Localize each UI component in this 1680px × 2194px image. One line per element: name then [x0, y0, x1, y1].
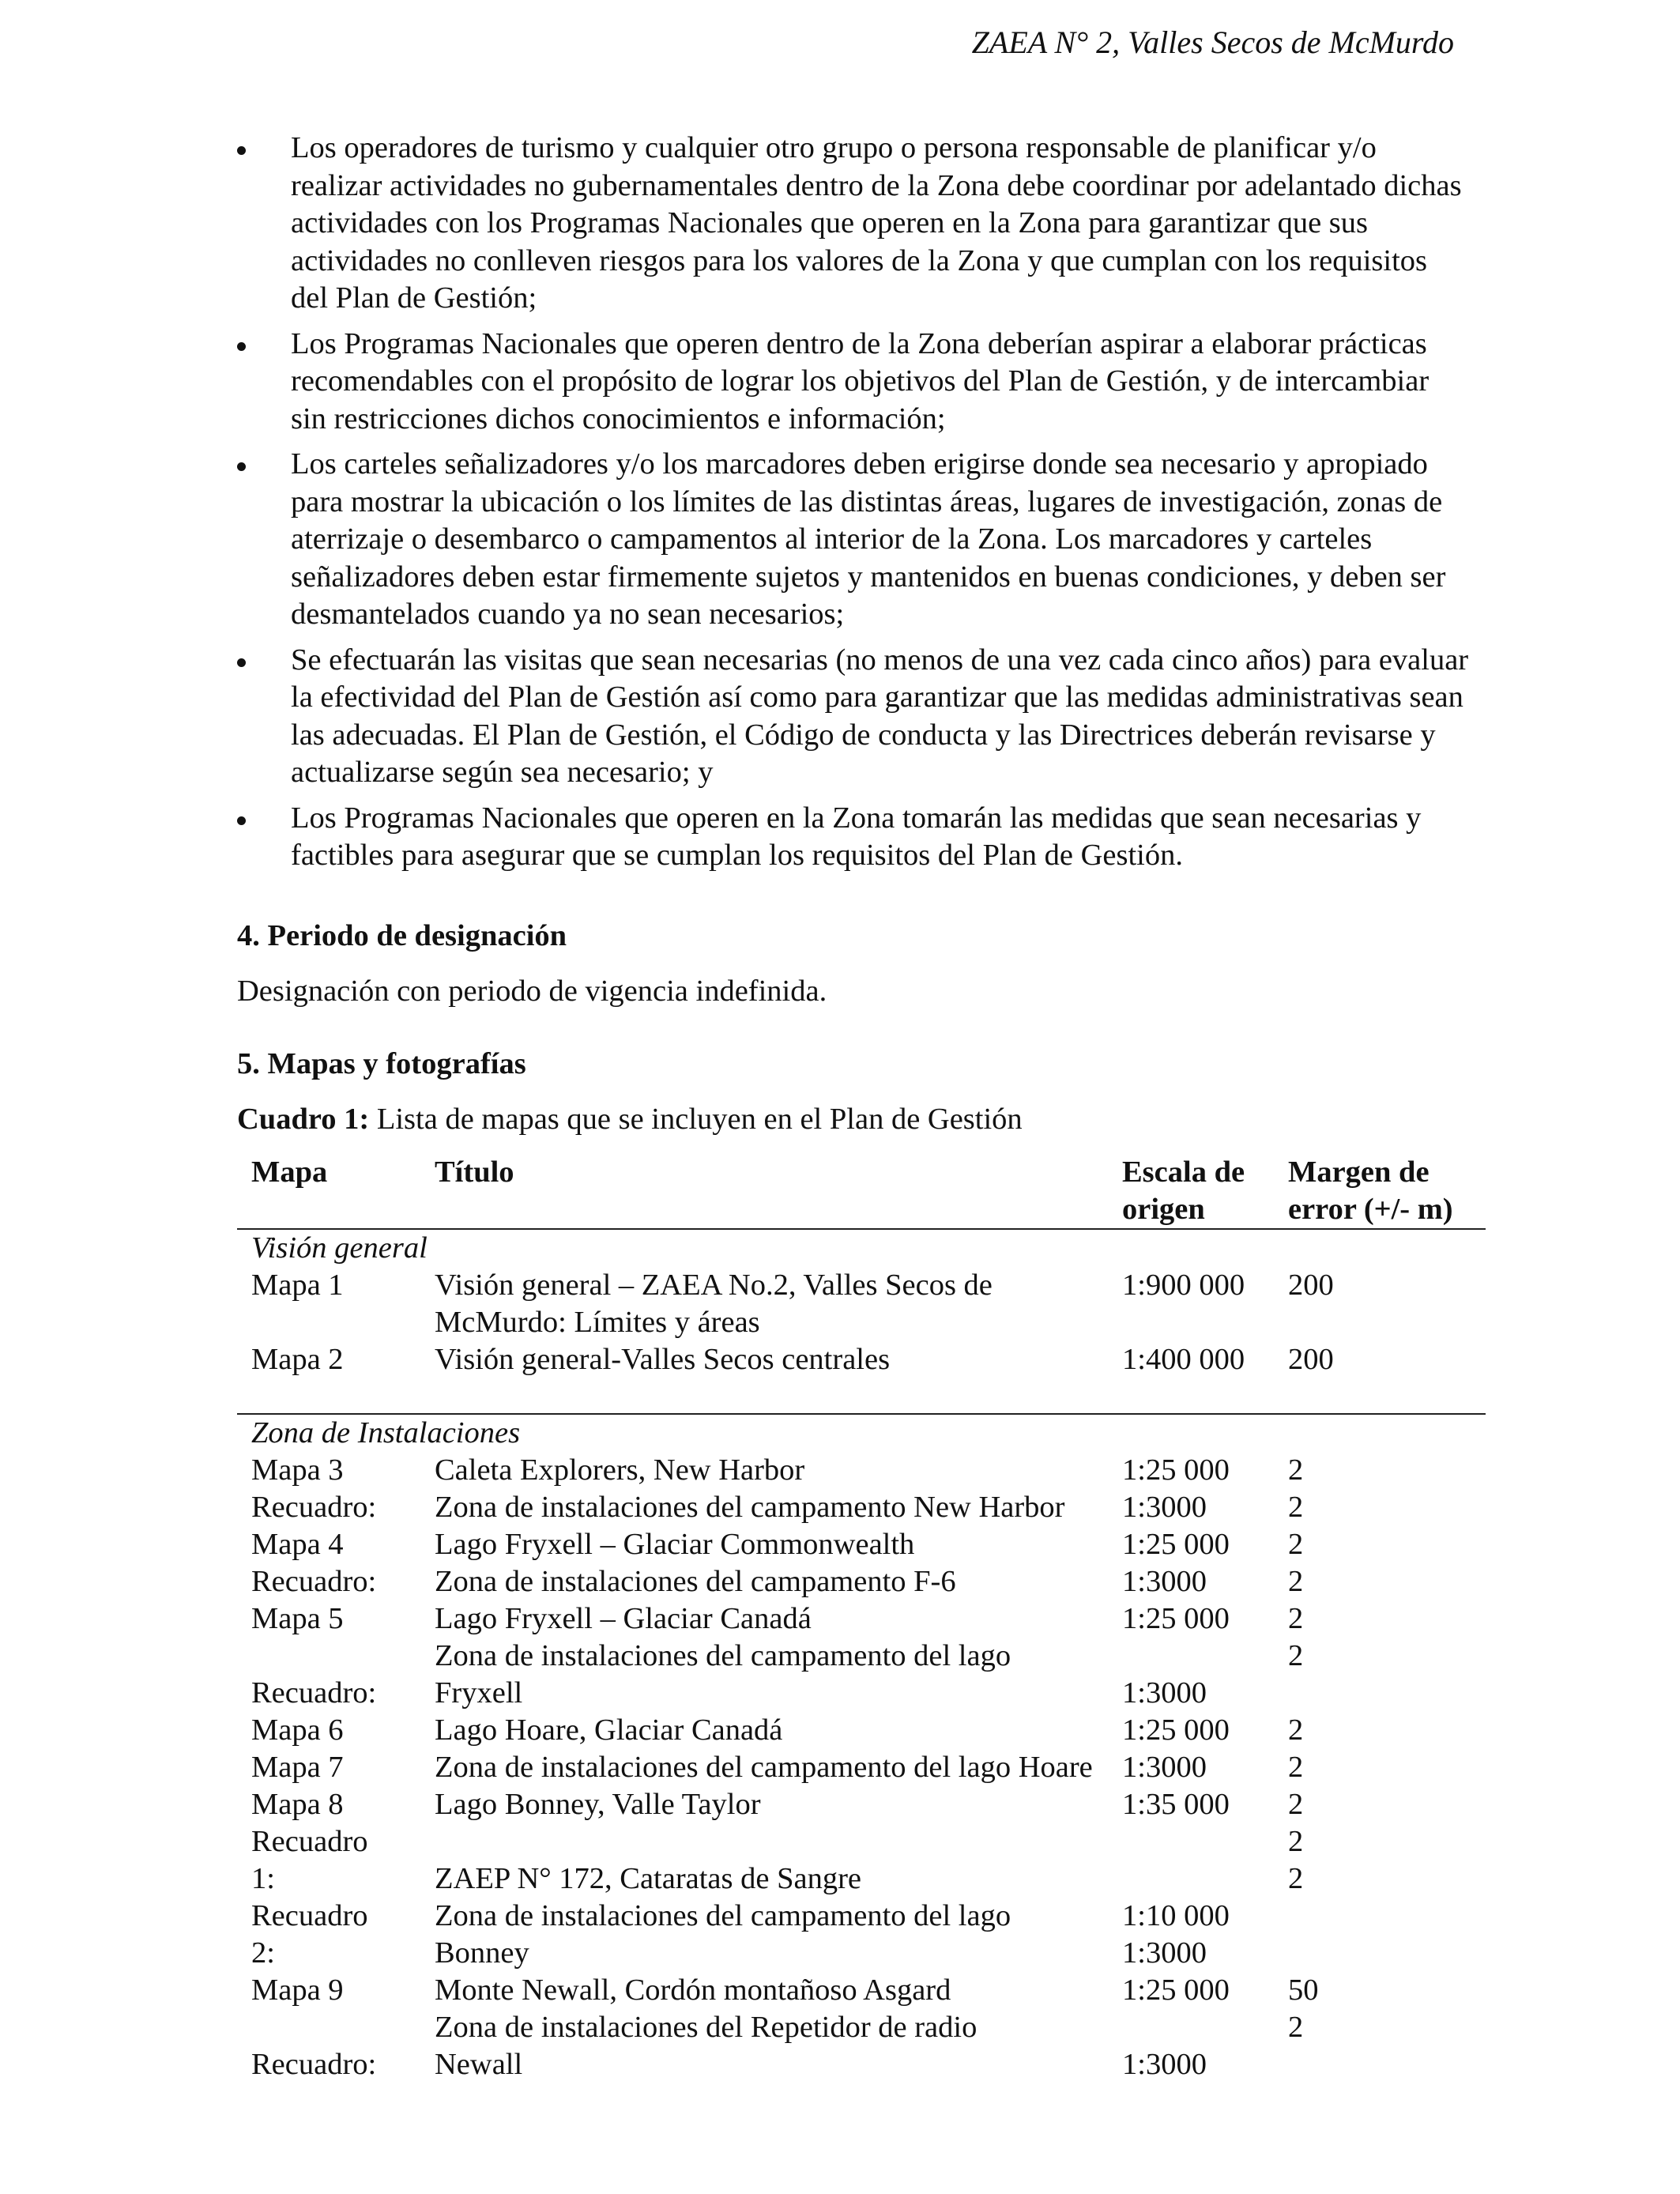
- bullet-text: Se efectuarán las visitas que sean necesarias (no menos de una vez cada cinco años) para evaluar la efectividad del Plan de Gestión así como para garantizar que las medidas administrativas sean las adecuadas. El Plan de Gestión, el Código de conducta y las Directrices deberán revisarse y actualizarse según sea necesario; y: [291, 643, 1469, 789]
- table-row: [237, 1972, 1486, 2009]
- cell-escala: [1122, 2009, 1288, 2046]
- cell-mapa: Recuadro: [251, 1825, 368, 1858]
- cell-titulo: Zona de instalaciones del Repetidor de radio: [435, 2011, 977, 2044]
- cell-mapa: 2:: [251, 1936, 275, 1970]
- table-caption: [237, 1102, 1023, 1137]
- cell-titulo: Zona de instalaciones del campamento del lago Hoare: [435, 1751, 1093, 1784]
- cell-margen: 2: [1288, 2011, 1304, 2044]
- table-row: [237, 1600, 1486, 1638]
- table-row: [237, 1786, 1486, 1823]
- cell-titulo: Lago Fryxell – Glaciar Commonwealth: [435, 1528, 915, 1561]
- cell-mapa: Recuadro:: [251, 1491, 377, 1524]
- column-header-margen: Margen de error (+/- m): [1288, 1155, 1453, 1226]
- cell-escala: 1:900 000: [1122, 1269, 1245, 1302]
- list-item: [237, 642, 1470, 792]
- cell-escala: 1:400 000: [1122, 1343, 1245, 1376]
- cell-mapa: Mapa 3: [251, 1453, 344, 1487]
- table-row: [237, 1860, 1486, 1898]
- cell-escala: 1:25 000: [1122, 1602, 1230, 1635]
- cell-titulo: Fryxell: [435, 1676, 523, 1710]
- bullet-list: [237, 130, 1470, 883]
- column-header-mapa: Mapa: [251, 1155, 328, 1189]
- bullet-text: Los Programas Nacionales que operen en la Zona tomarán las medidas que sean necesarias y factibles para asegurar que se cumplan los requisitos del Plan de Gestión.: [291, 801, 1422, 872]
- cell-margen: 2: [1288, 1862, 1304, 1895]
- table-row: [237, 1898, 1486, 1935]
- cell-margen: 2: [1288, 1565, 1304, 1598]
- cell-mapa: Mapa 8: [251, 1788, 344, 1821]
- cell-margen: [1288, 2046, 1486, 2083]
- cell-escala: 1:25 000: [1122, 1713, 1230, 1747]
- cell-titulo: Visión general – ZAEA No.2, Valles Secos de McMurdo: Límites y áreas: [435, 1269, 993, 1339]
- group-label: Zona de Instalaciones: [251, 1416, 521, 1449]
- bullet-text: Los carteles señalizadores y/o los marcadores deben erigirse donde sea necesario y apropiado para mostrar la ubicación o los límites de las distintas áreas, lugares de investigación, zonas de aterrizaje o desembarco o campamentos al interior de la Zona. Los marcadores y carteles señalizadores deben estar firmemente sujetos y mantenidos en buenas condiciones, y deben ser desmantelados cuando ya no sean necesarios;: [291, 447, 1446, 631]
- bullet-text: Los Programas Nacionales que operen dentro de la Zona deberían aspirar a elaborar prácticas recomendables con el propósito de lograr los objetivos del Plan de Gestión, y de intercambiar sin restricciones dichos conocimientos e información;: [291, 326, 1430, 435]
- table-row: [237, 1712, 1486, 1749]
- cell-titulo: Lago Hoare, Glaciar Canadá: [435, 1713, 783, 1747]
- cell-mapa: Mapa 1: [251, 1269, 344, 1302]
- column-header-titulo: Título: [435, 1155, 514, 1189]
- bullet-icon: [237, 816, 246, 825]
- cell-escala: 1:3000: [1122, 1676, 1207, 1710]
- cell-margen: 2: [1288, 1491, 1304, 1524]
- caption-text: Lista de mapas que se incluyen en el Plan de Gestión: [369, 1103, 1023, 1136]
- table-header-row: [237, 1154, 1486, 1229]
- table-row: [237, 1489, 1486, 1526]
- cell-mapa: [251, 2009, 435, 2046]
- cell-mapa: Mapa 7: [251, 1751, 344, 1784]
- table-row: [237, 1638, 1486, 1675]
- cell-titulo: Zona de instalaciones del campamento del lago: [435, 1639, 1011, 1672]
- cell-escala: 1:3000: [1122, 1936, 1207, 1970]
- group-label: Visión general: [251, 1231, 428, 1265]
- cell-titulo: Bonney: [435, 1936, 529, 1970]
- cell-mapa: Mapa 5: [251, 1602, 344, 1635]
- bullet-icon: [237, 462, 246, 471]
- table-row: [237, 1749, 1486, 1786]
- table-divider: [237, 1378, 1486, 1414]
- cell-titulo: Lago Bonney, Valle Taylor: [435, 1788, 761, 1821]
- table-row: [237, 1675, 1486, 1712]
- column-header-escala: Escala de origen: [1122, 1155, 1245, 1226]
- cell-escala: 1:3000: [1122, 2048, 1207, 2081]
- cell-escala: 1:25 000: [1122, 1453, 1230, 1487]
- cell-margen: 2: [1288, 1528, 1304, 1561]
- cell-escala: 1:3000: [1122, 1751, 1207, 1784]
- bullet-icon: [237, 342, 246, 351]
- table-row: [237, 1823, 1486, 1860]
- section-4-heading: 4. Periodo de designación: [237, 919, 567, 952]
- cell-mapa: Recuadro: [251, 1899, 368, 1932]
- table-row: [237, 1935, 1486, 1972]
- group-row-vision-general: [237, 1229, 1486, 1267]
- bullet-text: Los operadores de turismo y cualquier otro grupo o persona responsable de planificar y/o realizar actividades no gubernamentales dentro de la Zona debe coordinar por adelantado dichas actividades con los Programas Nacionales que operen en la Zona para garantizar que sus actividades no conlleven riesgos para los valores de la Zona y que cumplan con los requisitos del Plan de Gestión;: [291, 131, 1462, 315]
- table-row: [237, 1526, 1486, 1563]
- cell-titulo: ZAEP N° 172, Cataratas de Sangre: [435, 1862, 861, 1895]
- cell-mapa: 1:: [251, 1862, 275, 1895]
- cell-margen: [1288, 1898, 1486, 1935]
- caption-label: Cuadro 1:: [237, 1103, 370, 1136]
- bullet-icon: [237, 658, 246, 667]
- cell-margen: 200: [1288, 1343, 1334, 1376]
- maps-table: [237, 1154, 1486, 2083]
- cell-titulo: Zona de instalaciones del campamento F-6: [435, 1565, 956, 1598]
- cell-escala: [1122, 1823, 1288, 1860]
- cell-margen: 2: [1288, 1751, 1304, 1784]
- cell-titulo: Zona de instalaciones del campamento New Harbor: [435, 1491, 1065, 1524]
- cell-margen: [1288, 1675, 1486, 1712]
- table-row: [237, 1267, 1486, 1341]
- cell-titulo: Newall: [435, 2048, 523, 2081]
- cell-escala: 1:25 000: [1122, 1973, 1230, 2007]
- table-row: [237, 1341, 1486, 1378]
- group-row-zona-instalaciones: [237, 1414, 1486, 1452]
- cell-titulo: Monte Newall, Cordón montañoso Asgard: [435, 1973, 951, 2007]
- cell-margen: 50: [1288, 1973, 1319, 2007]
- bullet-icon: [237, 146, 246, 155]
- cell-titulo: Zona de instalaciones del campamento del lago: [435, 1899, 1011, 1932]
- cell-escala: [1122, 1860, 1288, 1898]
- table-row: [237, 1452, 1486, 1489]
- cell-mapa: Mapa 6: [251, 1713, 344, 1747]
- cell-margen: [1288, 1935, 1486, 1972]
- list-item: [237, 446, 1470, 634]
- table-row: [237, 2046, 1486, 2083]
- section-4-text: Designación con periodo de vigencia indefinida.: [237, 974, 827, 1008]
- cell-margen: 2: [1288, 1602, 1304, 1635]
- cell-mapa: Recuadro:: [251, 1565, 377, 1598]
- cell-escala: 1:25 000: [1122, 1528, 1230, 1561]
- list-item: [237, 800, 1470, 875]
- cell-titulo: [435, 1823, 1122, 1860]
- cell-titulo: Caleta Explorers, New Harbor: [435, 1453, 805, 1487]
- table-row: [237, 1563, 1486, 1600]
- cell-mapa: Recuadro:: [251, 2048, 377, 2081]
- running-header: ZAEA N° 2, Valles Secos de McMurdo: [971, 25, 1454, 60]
- cell-mapa: Recuadro:: [251, 1676, 377, 1710]
- table-row: [237, 2009, 1486, 2046]
- cell-margen: 200: [1288, 1269, 1334, 1302]
- cell-titulo: Visión general-Valles Secos centrales: [435, 1343, 891, 1376]
- cell-margen: 2: [1288, 1639, 1304, 1672]
- list-item: [237, 130, 1470, 318]
- cell-mapa: [251, 1638, 435, 1675]
- cell-titulo: Lago Fryxell – Glaciar Canadá: [435, 1602, 812, 1635]
- cell-escala: 1:35 000: [1122, 1788, 1230, 1821]
- cell-margen: 2: [1288, 1788, 1304, 1821]
- section-5-heading: 5. Mapas y fotografías: [237, 1047, 526, 1080]
- cell-margen: 2: [1288, 1825, 1304, 1858]
- cell-escala: 1:3000: [1122, 1491, 1207, 1524]
- cell-escala: [1122, 1638, 1288, 1675]
- cell-mapa: Mapa 4: [251, 1528, 344, 1561]
- cell-margen: 2: [1288, 1453, 1304, 1487]
- list-item: [237, 326, 1470, 439]
- cell-escala: 1:10 000: [1122, 1899, 1230, 1932]
- cell-mapa: Mapa 9: [251, 1973, 344, 2007]
- cell-mapa: Mapa 2: [251, 1343, 344, 1376]
- cell-escala: 1:3000: [1122, 1565, 1207, 1598]
- cell-margen: 2: [1288, 1713, 1304, 1747]
